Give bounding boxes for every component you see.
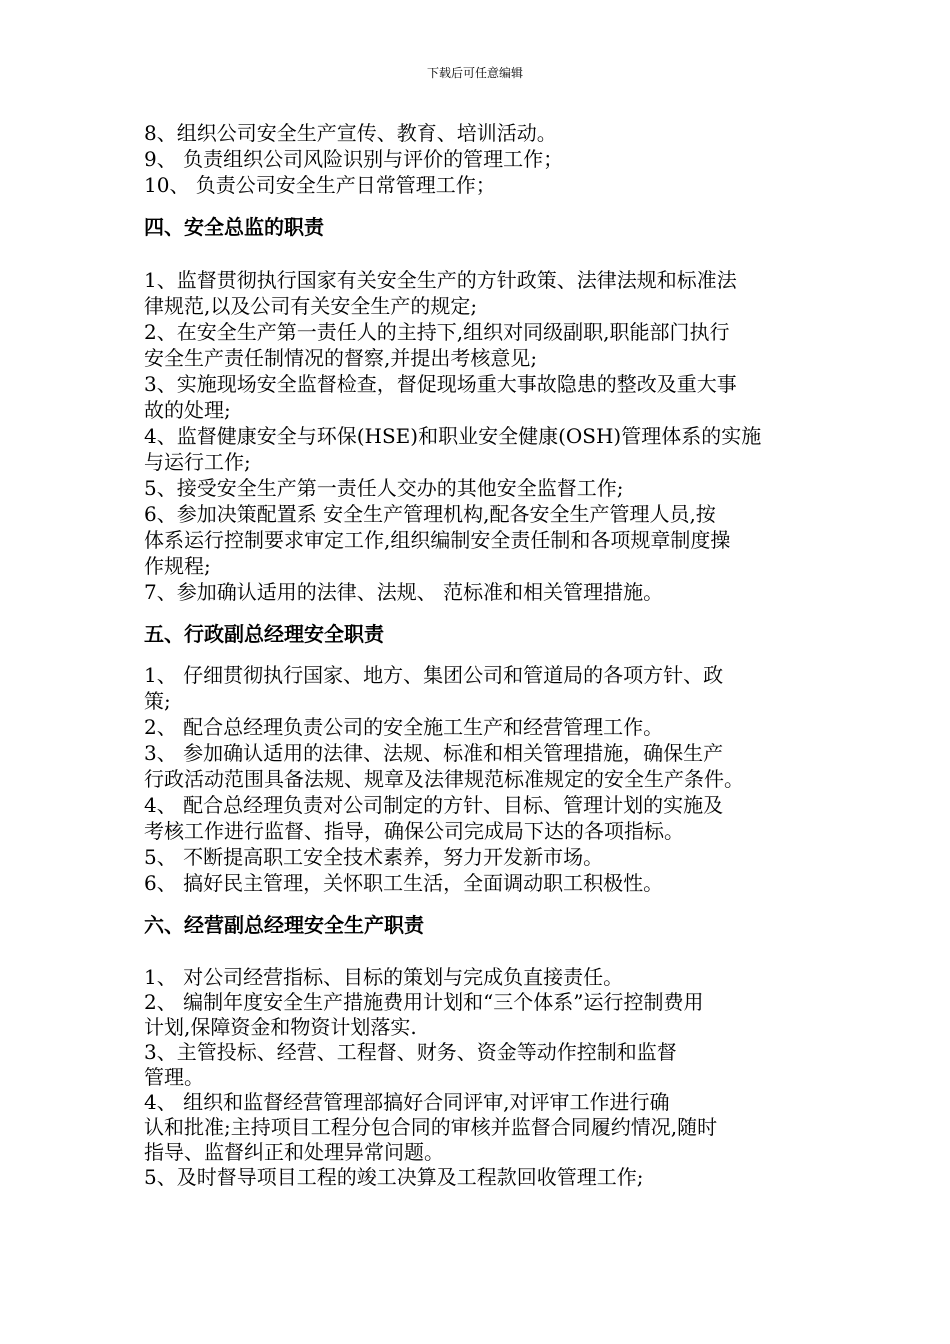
- list-item: 10、 负责公司安全生产日常管理工作；: [144, 173, 496, 197]
- list-item: 1、 仔细贯彻执行国家、地方、集团公司和管道局的各项方针、政: [144, 663, 724, 687]
- list-item: 指导、监督纠正和处理异常问题。: [144, 1140, 444, 1164]
- list-item: 5、 不断提高职工安全技术素养，努力开发新市场。: [144, 845, 604, 869]
- list-item: 4、 配合总经理负责对公司制定的方针、目标、管理计划的实施及: [144, 793, 724, 817]
- list-item: 作规程;: [144, 554, 211, 578]
- list-item: 4、 组织和监督经营管理部搞好合同评审,对评审工作进行确: [144, 1090, 670, 1114]
- section-heading-6: 六、经营副总经理安全生产职责: [144, 913, 424, 937]
- list-item: 1、监督贯彻执行国家有关安全生产的方针政策、法律法规和标准法: [144, 268, 737, 292]
- list-item: 8、组织公司安全生产宣传、教育、培训活动。: [144, 121, 557, 145]
- list-item: 故的处理;: [144, 398, 231, 422]
- page-header: 下载后可任意编辑: [426, 66, 523, 80]
- list-item: 策;: [144, 689, 171, 713]
- list-item: 9、 负责组织公司风险识别与评价的管理工作；: [144, 147, 564, 171]
- list-item: 计划,保障资金和物资计划落实.: [144, 1015, 417, 1039]
- list-item: 5、及时督导项目工程的竣工决算及工程款回收管理工作;: [144, 1165, 644, 1189]
- list-item: 与运行工作;: [144, 450, 251, 474]
- list-item: 4、监督健康安全与环保(HSE)和职业安全健康(OSH)管理体系的实施: [144, 424, 762, 448]
- list-item: 认和批准;主持项目工程分包合同的审核并监督合同履约情况,随时: [144, 1115, 718, 1139]
- list-item: 3、主管投标、经营、工程督、财务、资金等动作控制和监督: [144, 1040, 677, 1064]
- list-item: 行政活动范围具备法规、规章及法律规范标准规定的安全生产条件。: [144, 767, 744, 791]
- list-item: 2、 配合总经理负责公司的安全施工生产和经营管理工作。: [144, 715, 664, 739]
- list-item: 体系运行控制要求审定工作,组织编制安全责任制和各项规章制度操: [144, 528, 731, 552]
- list-item: 2、在安全生产第一责任人的主持下,组织对同级副职,职能部门执行: [144, 320, 730, 344]
- list-item: 考核工作进行监督、指导，确保公司完成局下达的各项指标。: [144, 819, 684, 843]
- list-item: 3、实施现场安全监督检查，督促现场重大事故隐患的整改及重大事: [144, 372, 737, 396]
- list-item: 安全生产责任制情况的督察,并提出考核意见;: [144, 346, 538, 370]
- list-item: 6、 搞好民主管理，关怀职工生活，全面调动职工积极性。: [144, 871, 664, 895]
- list-item: 3、 参加确认适用的法律、法规、标准和相关管理措施，确保生产: [144, 741, 724, 765]
- list-item: 1、 对公司经营指标、目标的策划与完成负直接责任。: [144, 965, 624, 989]
- list-item: 7、参加确认适用的法律、法规、 范标准和相关管理措施。: [144, 580, 664, 604]
- list-item: 2、 编制年度安全生产措施费用计划和“三个体系”运行控制费用: [144, 990, 704, 1014]
- document-body: [144, 120, 824, 1190]
- section-heading-5: 五、行政副总经理安全职责: [144, 622, 384, 646]
- section-heading-4: 四、安全总监的职责: [144, 215, 324, 239]
- list-item: 5、接受安全生产第一责任人交办的其他安全监督工作;: [144, 476, 624, 500]
- list-item: 律规范,以及公司有关安全生产的规定;: [144, 294, 478, 318]
- list-item: 6、参加决策配置系 安全生产管理机构,配各安全生产管理人员,按: [144, 502, 716, 526]
- list-item: 管理。: [144, 1065, 204, 1089]
